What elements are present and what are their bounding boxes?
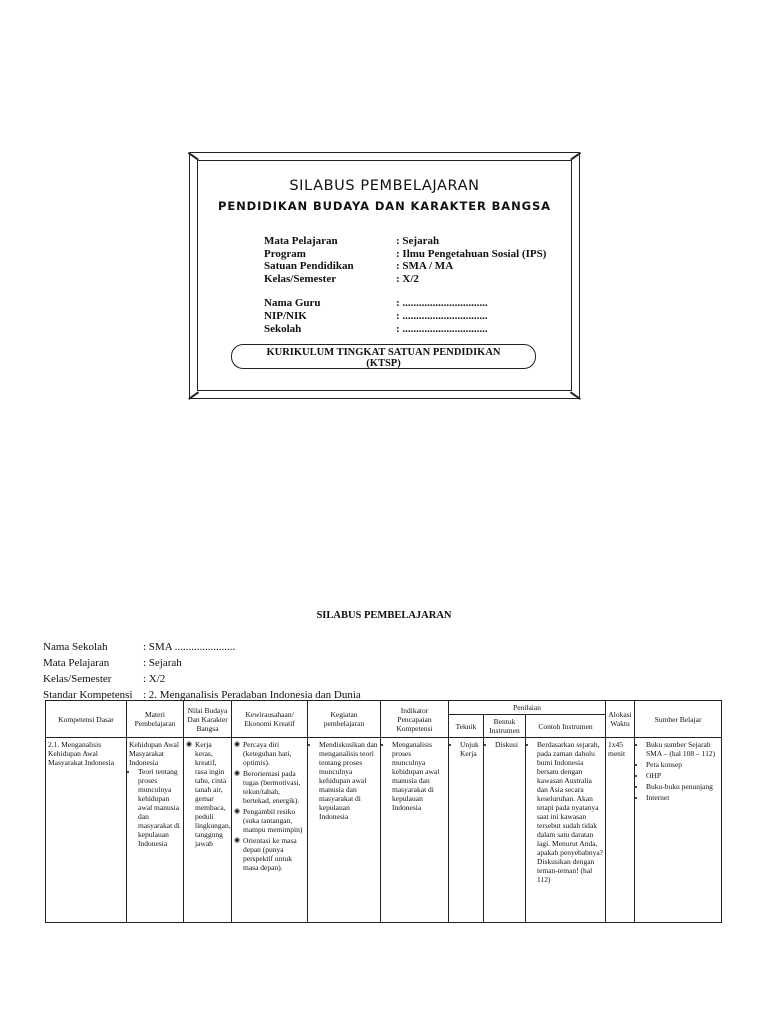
info-value: : Sejarah	[143, 657, 182, 669]
field-nama-guru	[264, 297, 564, 310]
list-item: ◉ Percaya diri (keteguhan hati, optimis).	[243, 740, 305, 767]
header-bentuk: Bentuk Instrumen	[484, 715, 526, 738]
list-item: ◉ Pengambil resiko (suka tantangan, mampu memimpin)	[243, 807, 305, 834]
cover-box	[189, 152, 580, 399]
kurikulum-line: (KTSP)	[366, 358, 401, 369]
document-title: SILABUS PEMBELAJARAN	[316, 610, 452, 621]
header-teknik: Teknik	[449, 715, 484, 738]
header-kompetensi-dasar: Kompetensi Dasar	[46, 701, 127, 738]
cover-title: SILABUS PEMBELAJARAN	[289, 178, 480, 194]
field-label: Sekolah	[264, 322, 302, 335]
info-label: Nama Sekolah	[43, 641, 108, 653]
field-value: : SMA / MA	[396, 260, 454, 273]
cover-subtitle: PENDIDIKAN BUDAYA DAN KARAKTER BANGSA	[218, 199, 551, 213]
list-item: • OHP	[646, 771, 719, 780]
table-header-row	[46, 701, 722, 715]
list-item: ◉ Kerja keras, kreatif, rasa ingin tahu, cinta tanah air, gemar membaca, peduli lingkungan, tanggung jawab	[195, 740, 229, 848]
field-value: : ...............................	[396, 297, 488, 310]
field-value: : Sejarah	[396, 235, 440, 247]
info-value: : X/2	[143, 673, 166, 685]
kurikulum-line: KURIKULUM TINGKAT SATUAN PENDIDIKAN	[266, 347, 501, 358]
list-item: • Diskusi	[495, 740, 523, 749]
field-value: : ...............................	[396, 322, 488, 335]
field-sekolah	[264, 323, 564, 336]
field-value: : ...............................	[396, 309, 488, 322]
header-kewirausahaan: Kewirausahaan/ Ekonomi Kreatif	[232, 701, 308, 738]
field-label: Program	[264, 247, 306, 260]
header-contoh: Contoh Instrumen	[526, 715, 606, 738]
cell-bentuk	[484, 738, 526, 923]
cell-indikator	[381, 738, 449, 923]
info-row	[43, 655, 361, 671]
field-label: Nama Guru	[264, 297, 321, 310]
cell-teknik	[449, 738, 484, 923]
cell-materi	[127, 738, 184, 923]
list-item: • Unjuk Kerja	[460, 740, 481, 758]
cell-sumber	[635, 738, 722, 923]
list-item: • Mendiskusikan dan menganalisis teori tentang proses munculnya kehidupan awal manusia dan masyarakat di kepulauan Indonesia	[319, 740, 378, 821]
field-kelas-semester	[264, 273, 564, 286]
list-item: • Berdasarkan sejarah, pada zaman dahulu bumi Indonesia bersatu dengan kawasan Australia dan Asia secara keseluruhan. Akan tetapi pada nyatanya saat ini kawasan tersebut sudah tidak dalam satu daratan lagi. Menurut Anda, apakah penyebabnya? Diskusikan dengan teman-teman! (hal 112)	[537, 740, 603, 884]
cover-fields	[264, 235, 564, 335]
list-item: • Buku sumber Sejarah SMA – (hal 108 – 112)	[646, 740, 719, 758]
header-nilai-budaya: Nilai Budaya Dan Karakter Bangsa	[184, 701, 232, 738]
cell-kompetensi: 2.1. Menganalisis Kehidupan Awal Masyarakat Indonesia	[46, 738, 127, 923]
header-alokasi: Alokasi Waktu	[606, 701, 635, 738]
header-kegiatan: Kegiatan pembelajaran	[308, 701, 381, 738]
field-label: Satuan Pendidikan	[264, 260, 354, 273]
field-value: : Ilmu Pengetahuan Sosial (IPS)	[396, 247, 547, 260]
list-item: • Peta konsep	[646, 760, 719, 769]
list-item: • Menganalisis proses munculnya kehidupan awal manusia dan masyarakat di kepulauan Indonesia	[392, 740, 446, 812]
field-satuan-pendidikan	[264, 260, 564, 273]
info-label: Kelas/Semester	[43, 673, 112, 685]
kurikulum-banner	[231, 344, 536, 369]
materi-heading: Kehidupan Awal Masyarakat Indonesia	[129, 740, 179, 767]
cell-nilai	[184, 738, 232, 923]
header-materi: Materi Pembelajaran	[127, 701, 184, 738]
info-label: Standar Kompetensi	[43, 689, 133, 701]
cell-alokasi: 1x45 menit	[606, 738, 635, 923]
list-item: ◉ Orientasi ke masa depan (punya perspektif untuk masa depan).	[243, 836, 305, 872]
info-value: : 2. Menganalisis Peradaban Indonesia dan Dunia	[143, 689, 361, 701]
info-row	[43, 639, 361, 655]
list-item: ◉ Berorientasi pada tugas (bermotivasi, tekun/tabah, bertekad, energik).	[243, 769, 305, 805]
header-sumber: Sumber Belajar	[635, 701, 722, 738]
field-label: Kelas/Semester	[264, 272, 337, 285]
table-row	[46, 738, 722, 923]
cell-kewirausahaan	[232, 738, 308, 923]
cell-contoh	[526, 738, 606, 923]
cell-kegiatan	[308, 738, 381, 923]
field-nip-nik	[264, 310, 564, 323]
field-value: : X/2	[396, 272, 419, 285]
field-label: NIP/NIK	[264, 309, 307, 322]
list-item: • Internet	[646, 793, 719, 802]
field-program	[264, 248, 564, 261]
header-indikator: Indikator Pencapaian Kompetensi	[381, 701, 449, 738]
info-value: : SMA ......................	[143, 641, 236, 653]
list-item: • Buku-buku penunjang	[646, 782, 719, 791]
header-penilaian: Penilaian	[449, 701, 606, 715]
list-item: • Teori tentang proses munculnya kehidupan awal manusia dan masyarakat di kepulauan Indonesia	[138, 767, 181, 848]
field-label: Mata Pelajaran	[264, 235, 338, 247]
info-label: Mata Pelajaran	[43, 657, 110, 669]
info-row	[43, 671, 361, 687]
document-info	[43, 639, 361, 703]
field-mata-pelajaran	[264, 235, 564, 248]
silabus-table	[45, 700, 722, 923]
